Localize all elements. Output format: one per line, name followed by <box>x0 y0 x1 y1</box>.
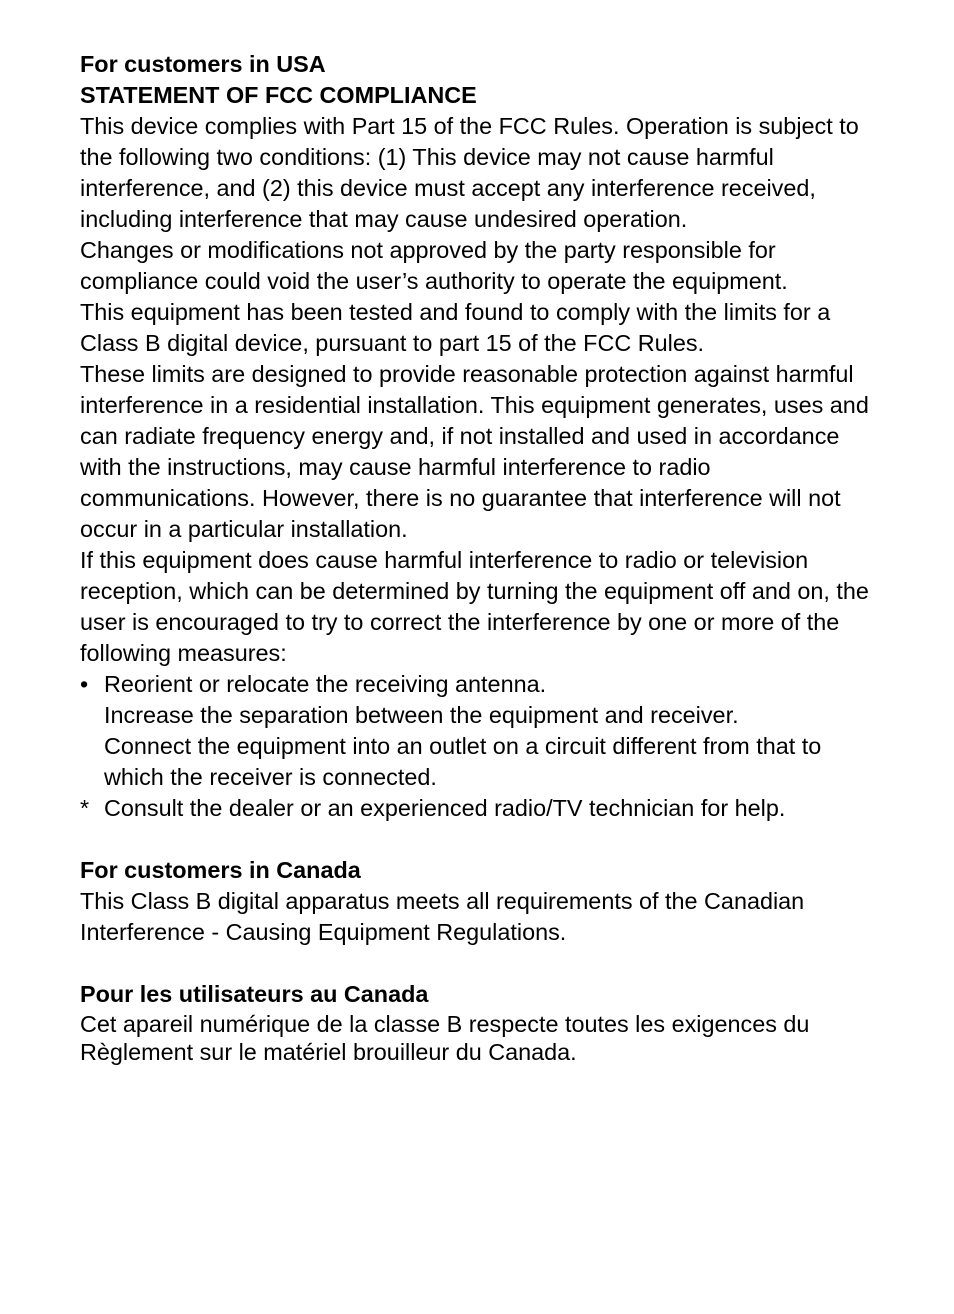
canada-fr-heading: Pour les utilisateurs au Canada <box>80 981 429 1007</box>
measure-item <box>80 793 880 824</box>
measure-item <box>80 731 880 793</box>
compliance-page <box>80 49 880 1066</box>
canada-text: This Class B digital apparatus meets all requirements of the Canadian Interference - Causing Equipment Regulations. <box>80 888 805 945</box>
measure-text: Increase the separation between the equipment and receiver. <box>104 702 739 728</box>
measure-text: Consult the dealer or an experienced radio/TV technician for help. <box>104 795 786 821</box>
bullet-marker <box>80 700 104 731</box>
bullet-marker: • <box>80 671 89 697</box>
canada-fr-section <box>80 979 880 1066</box>
measure-item <box>80 669 880 700</box>
section-spacer <box>80 948 880 979</box>
canada-section <box>80 855 880 948</box>
measure-text: Connect the equipment into an outlet on a circuit different from that to which the receiver is connected. <box>104 733 822 790</box>
section-spacer <box>80 824 880 855</box>
fcc-paragraph-tested: This equipment has been tested and found to comply with the limits for a Class B digital device, pursuant to part 15 of the FCC Rules. <box>80 299 831 356</box>
fcc-paragraph-modifications: Changes or modifications not approved by the party responsible for compliance could void the user’s authority to operate the equipment. <box>80 237 788 294</box>
fcc-paragraph-limits: These limits are designed to provide reasonable protection against harmful interference in a residential installation. This equipment generates, uses and can radiate frequency energy and, if not installed and used in accordance with the instructions, may cause harmful interference to radio communications. However, there is no guarantee that interference will not occur in a particular installation. <box>80 361 869 542</box>
measure-item <box>80 700 880 731</box>
bullet-marker <box>80 731 104 793</box>
asterisk-marker: * <box>80 795 90 821</box>
fcc-statement-heading: STATEMENT OF FCC COMPLIANCE <box>80 82 477 108</box>
canada-heading: For customers in Canada <box>80 857 361 883</box>
measure-text: Reorient or relocate the receiving antenna. <box>104 671 547 697</box>
usa-section <box>80 49 880 824</box>
fcc-paragraph-measures-intro: If this equipment does cause harmful interference to radio or television reception, which can be determined by turning the equipment off and on, the user is encouraged to try to correct the interference by one or more of the following measures: <box>80 547 869 666</box>
canada-fr-text: Cet apareil numérique de la classe B respecte toutes les exigences du Règlement sur le matériel brouilleur du Canada. <box>80 1011 810 1065</box>
fcc-paragraph-conditions: This device complies with Part 15 of the FCC Rules. Operation is subject to the following two conditions: (1) This device may not cause harmful interference, and (2) this device must accept any interference received, including interference that may cause undesired operation. <box>80 113 859 232</box>
usa-heading: For customers in USA <box>80 51 326 77</box>
